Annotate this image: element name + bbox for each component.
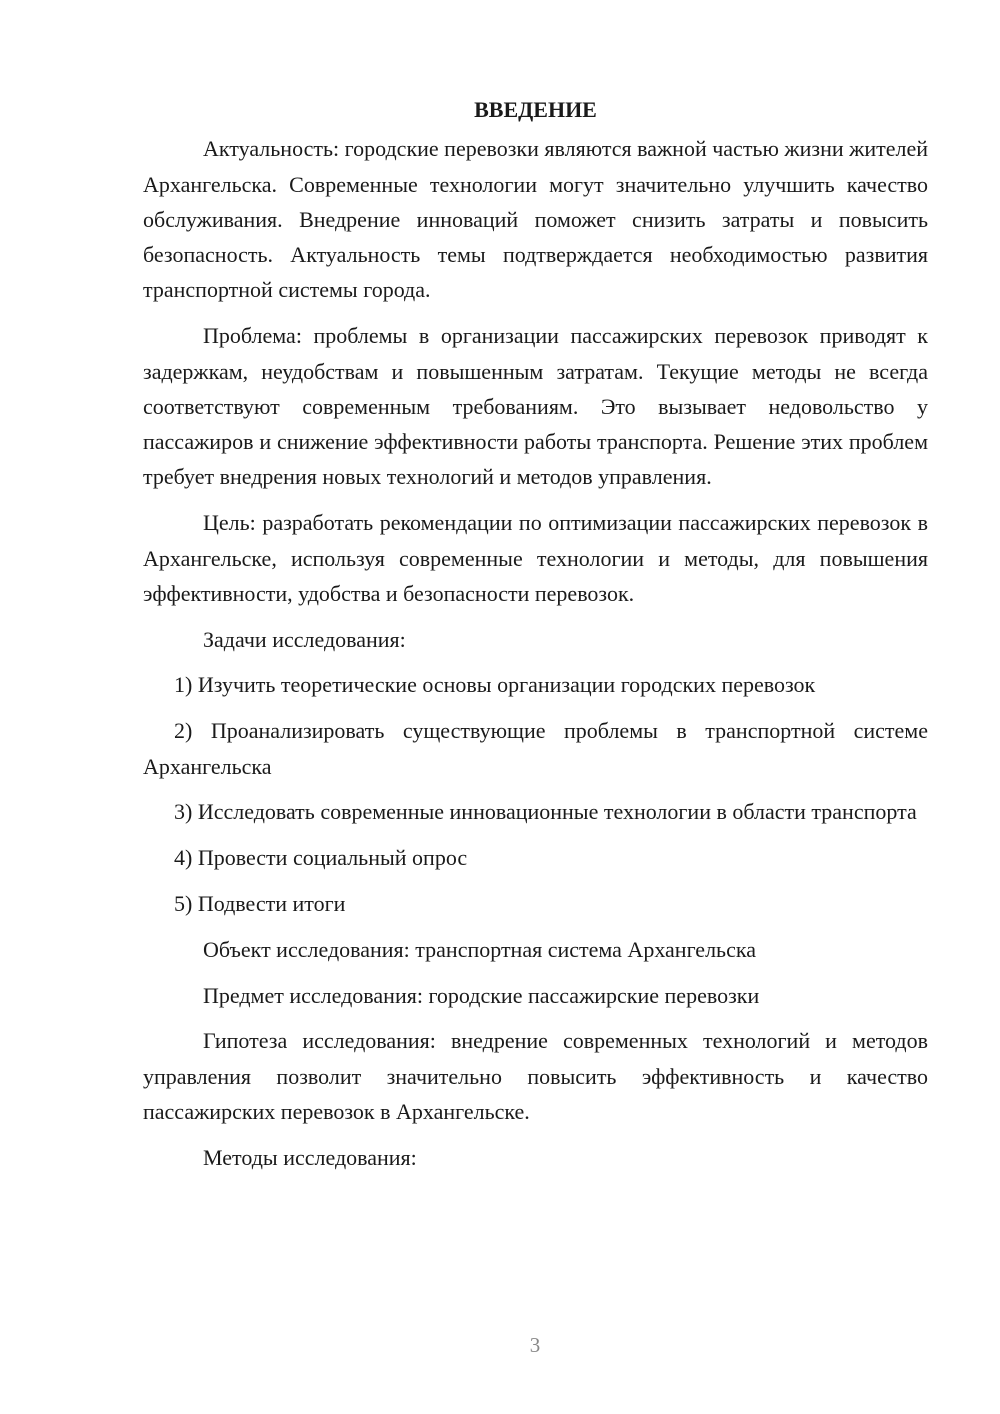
methods-heading: Методы исследования:: [203, 1144, 417, 1170]
page-number: 3: [529, 1333, 541, 1357]
paragraph-object: Объект исследования: транспортная система Архангельска: [203, 936, 756, 962]
list-item-task-1: 1) Изучить теоретические основы организации городских перевозок: [174, 672, 816, 698]
list-item-task-2: 2) Проанализировать существующие проблемы в транспортной системе Архангельска: [143, 718, 928, 779]
paragraph-relevance: Актуальность: городские перевозки являются важной частью жизни жителей Архангельска. Современные технологии могут значительно улучшить качество обслуживания. Внедрение инноваций поможет снизить затраты и повысить безопасность. Актуальность темы подтверждается необходимостью развития транспортной системы города.: [143, 136, 928, 303]
paragraph-goal: Цель: разработать рекомендации по оптимизации пассажирских перевозок в Архангельске, используя современные технологии и методы, для повышения эффективности, удобства и безопасности перевозок.: [143, 510, 928, 606]
tasks-heading: Задачи исследования:: [203, 626, 406, 652]
paragraph-subject: Предмет исследования: городские пассажирские перевозки: [203, 982, 760, 1008]
paragraph-problem: Проблема: проблемы в организации пассажирских перевозок приводят к задержкам, неудобствам и повышенным затратам. Текущие методы не всегда соответствуют современным требованиям. Это вызывает недовольство у пассажиров и снижение эффективности работы транспорта. Решение этих проблем требует внедрения новых технологий и методов управления.: [143, 323, 928, 490]
list-item-task-4: 4) Провести социальный опрос: [174, 845, 468, 871]
list-item-task-5: 5) Подвести итоги: [174, 890, 346, 916]
page-title: ВВЕДЕНИЕ: [474, 97, 597, 122]
list-item-task-3: 3) Исследовать современные инновационные технологии в области транспорта: [174, 799, 917, 825]
document-page: [143, 92, 928, 1186]
paragraph-hypothesis: Гипотеза исследования: внедрение современных технологий и методов управления позволит значительно повысить эффективность и качество пассажирских перевозок в Архангельске.: [143, 1028, 928, 1124]
